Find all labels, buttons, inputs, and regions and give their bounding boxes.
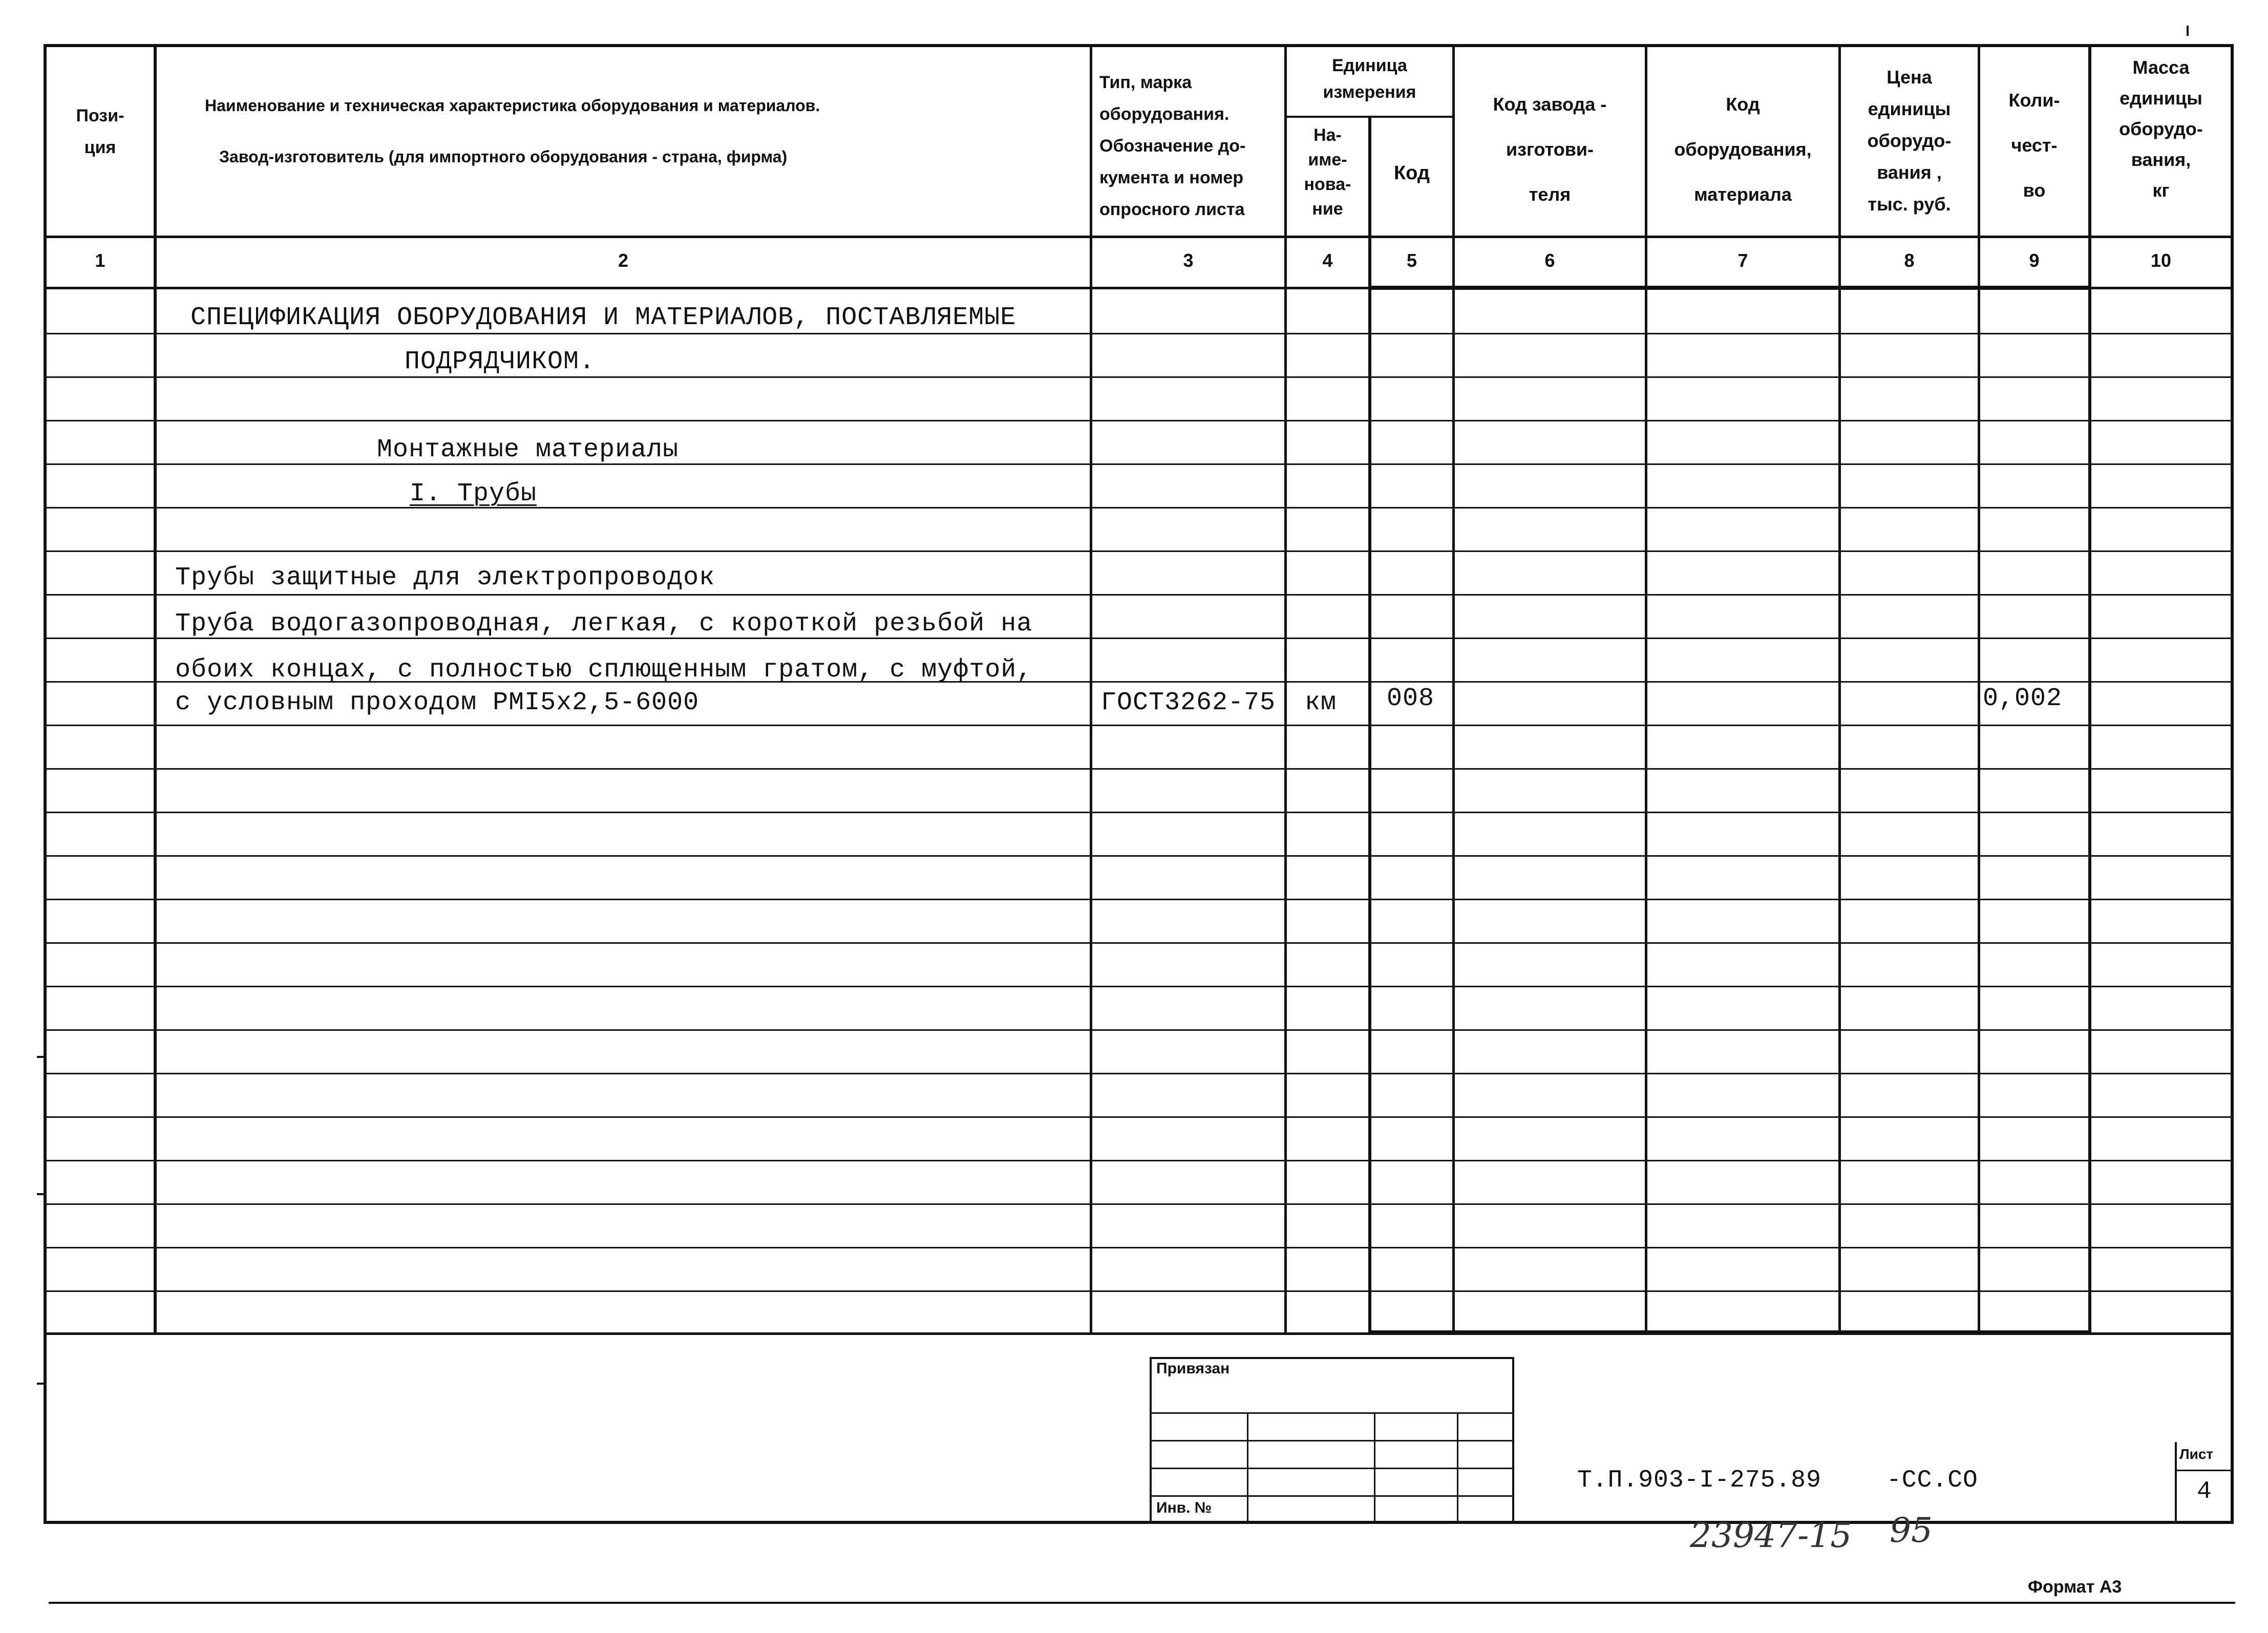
header-col8: Цена единицы оборудо- вания , тыс. руб. (1867, 67, 1952, 215)
header-col7: Код оборудования, материала (1674, 94, 1812, 205)
margin-tick-2 (37, 1193, 45, 1195)
stamp-top (1150, 1357, 1514, 1359)
item-desc-line1: Труба водогазопроводная, легкая, с короткой резьбой на (175, 609, 1033, 639)
table-rule (44, 768, 2233, 770)
table-rule (44, 507, 2233, 508)
header-col2-line2: Завод-изготовитель (для импортного оборудования - страна, фирма) (219, 147, 788, 166)
format-label: Формат А3 (2028, 1577, 2122, 1597)
col-line-7 (1838, 44, 1841, 1334)
table-rule (44, 463, 2233, 465)
stamp-inv-label: Инв. № (1156, 1499, 1212, 1516)
doc-code: Т.П.903-I-275.89 (1577, 1467, 1821, 1494)
table-bottom-line (44, 1332, 2233, 1335)
item-code: 008 (1387, 684, 1435, 713)
sheet-label: Лист (2179, 1446, 2214, 1462)
col-line-3 (1284, 44, 1287, 1334)
item-heading: Трубы защитные для электропроводок (175, 563, 715, 592)
item-unit: км (1305, 688, 1337, 717)
handwritten-page-number: 95 (1890, 1511, 1933, 1550)
table-rule (44, 725, 2233, 726)
table-rule (44, 550, 2233, 552)
table-rule (44, 420, 2233, 421)
item-desc-line2: обоих концах, с полностью сплющенным гратом, с муфтой, (175, 655, 1033, 685)
colnum-7: 7 (1737, 250, 1748, 271)
header-col3: Тип, марка оборудования. Обозначение до- кумента и номер опросного листа (1099, 73, 1246, 219)
spec-title-line1: СПЕЦИФИКАЦИЯ ОБОРУДОВАНИЯ И МАТЕРИАЛОВ, ПОСТАВЛЯЕМЫЕ (190, 303, 1016, 332)
colnum-6: 6 (1544, 250, 1555, 271)
table-rule (44, 942, 2233, 944)
header-col9: Коли- чест- во (2008, 90, 2060, 201)
sheet-number: 4 (2197, 1478, 2212, 1505)
header-col10: Масса единицы оборудо- вания, кг (2119, 57, 2203, 201)
colnum-10: 10 (2150, 250, 2172, 271)
header-bottom-line (44, 236, 2233, 238)
table-rule (44, 1290, 2233, 1292)
table-rule (44, 594, 2233, 596)
colnum-4: 4 (1322, 250, 1333, 271)
colnum-9: 9 (2029, 250, 2040, 271)
header-col1: Пози- ция (76, 106, 124, 157)
colnum-2: 2 (618, 250, 629, 271)
bold-box-top (1368, 286, 2091, 290)
table-rule (44, 812, 2233, 813)
header-col6: Код завода - изготови- теля (1493, 94, 1607, 205)
footer-line (49, 1602, 2235, 1604)
colnum-1: 1 (95, 250, 105, 271)
stamp-col-2 (1374, 1412, 1375, 1523)
table-rule (44, 1073, 2233, 1074)
colnum-3: 3 (1183, 250, 1194, 271)
table-rule (44, 1029, 2233, 1031)
table-rule (44, 899, 2233, 900)
header-unit-group: Единица измерения (1323, 56, 1416, 102)
table-rule (44, 1203, 2233, 1205)
sheet-box-left (2175, 1442, 2177, 1524)
table-rule (44, 855, 2233, 857)
col-line-8 (1978, 44, 1980, 1334)
col-line-9 (2088, 44, 2091, 1334)
stamp-col-1 (1247, 1412, 1248, 1523)
col-line-6 (1645, 44, 1647, 1334)
stamp-attached-label: Привязан (1156, 1360, 1230, 1377)
colnum-8: 8 (1904, 250, 1915, 271)
doc-suffix: -СС.СО (1887, 1467, 1978, 1494)
stamp-row-4 (1150, 1495, 1514, 1497)
stamp-row-1 (1150, 1412, 1514, 1414)
header-col5: Код (1393, 162, 1430, 184)
table-rule (44, 333, 2233, 334)
handwritten-inventory-number: 23947-15 (1690, 1516, 1852, 1555)
stamp-row-2 (1150, 1440, 1514, 1441)
item-quantity: 0,002 (1983, 684, 2063, 713)
section-heading: Монтажные материалы (377, 435, 679, 464)
col-line-1 (154, 44, 157, 1334)
frame-top (44, 44, 2233, 47)
table-rule (44, 1160, 2233, 1161)
col-line-5 (1452, 44, 1455, 1334)
colnum-5: 5 (1406, 250, 1417, 271)
item-document: ГОСТ3262-75 (1101, 688, 1276, 717)
item-desc-line3: с условным проходом РМI5х2,5-6000 (175, 688, 700, 717)
table-rule (44, 986, 2233, 987)
corner-tick (2187, 26, 2189, 36)
margin-tick-3 (37, 1383, 45, 1385)
spec-title-line2: ПОДРЯДЧИКОМ. (405, 347, 596, 376)
frame-right (2231, 44, 2234, 1524)
table-rule (44, 376, 2233, 378)
header-col4: На- име- нова- ние (1304, 125, 1351, 219)
subsection-heading: I. Трубы (410, 479, 537, 508)
sheet-box-mid (2175, 1470, 2234, 1471)
table-rule (44, 1247, 2233, 1248)
stamp-row-3 (1150, 1468, 1514, 1469)
table-rule (44, 1116, 2233, 1118)
margin-tick-1 (37, 1056, 45, 1058)
col-line-2 (1090, 44, 1092, 1334)
header-col2-line1: Наименование и техническая характеристика оборудования и материалов. (205, 96, 820, 115)
stamp-col-3 (1457, 1412, 1458, 1523)
